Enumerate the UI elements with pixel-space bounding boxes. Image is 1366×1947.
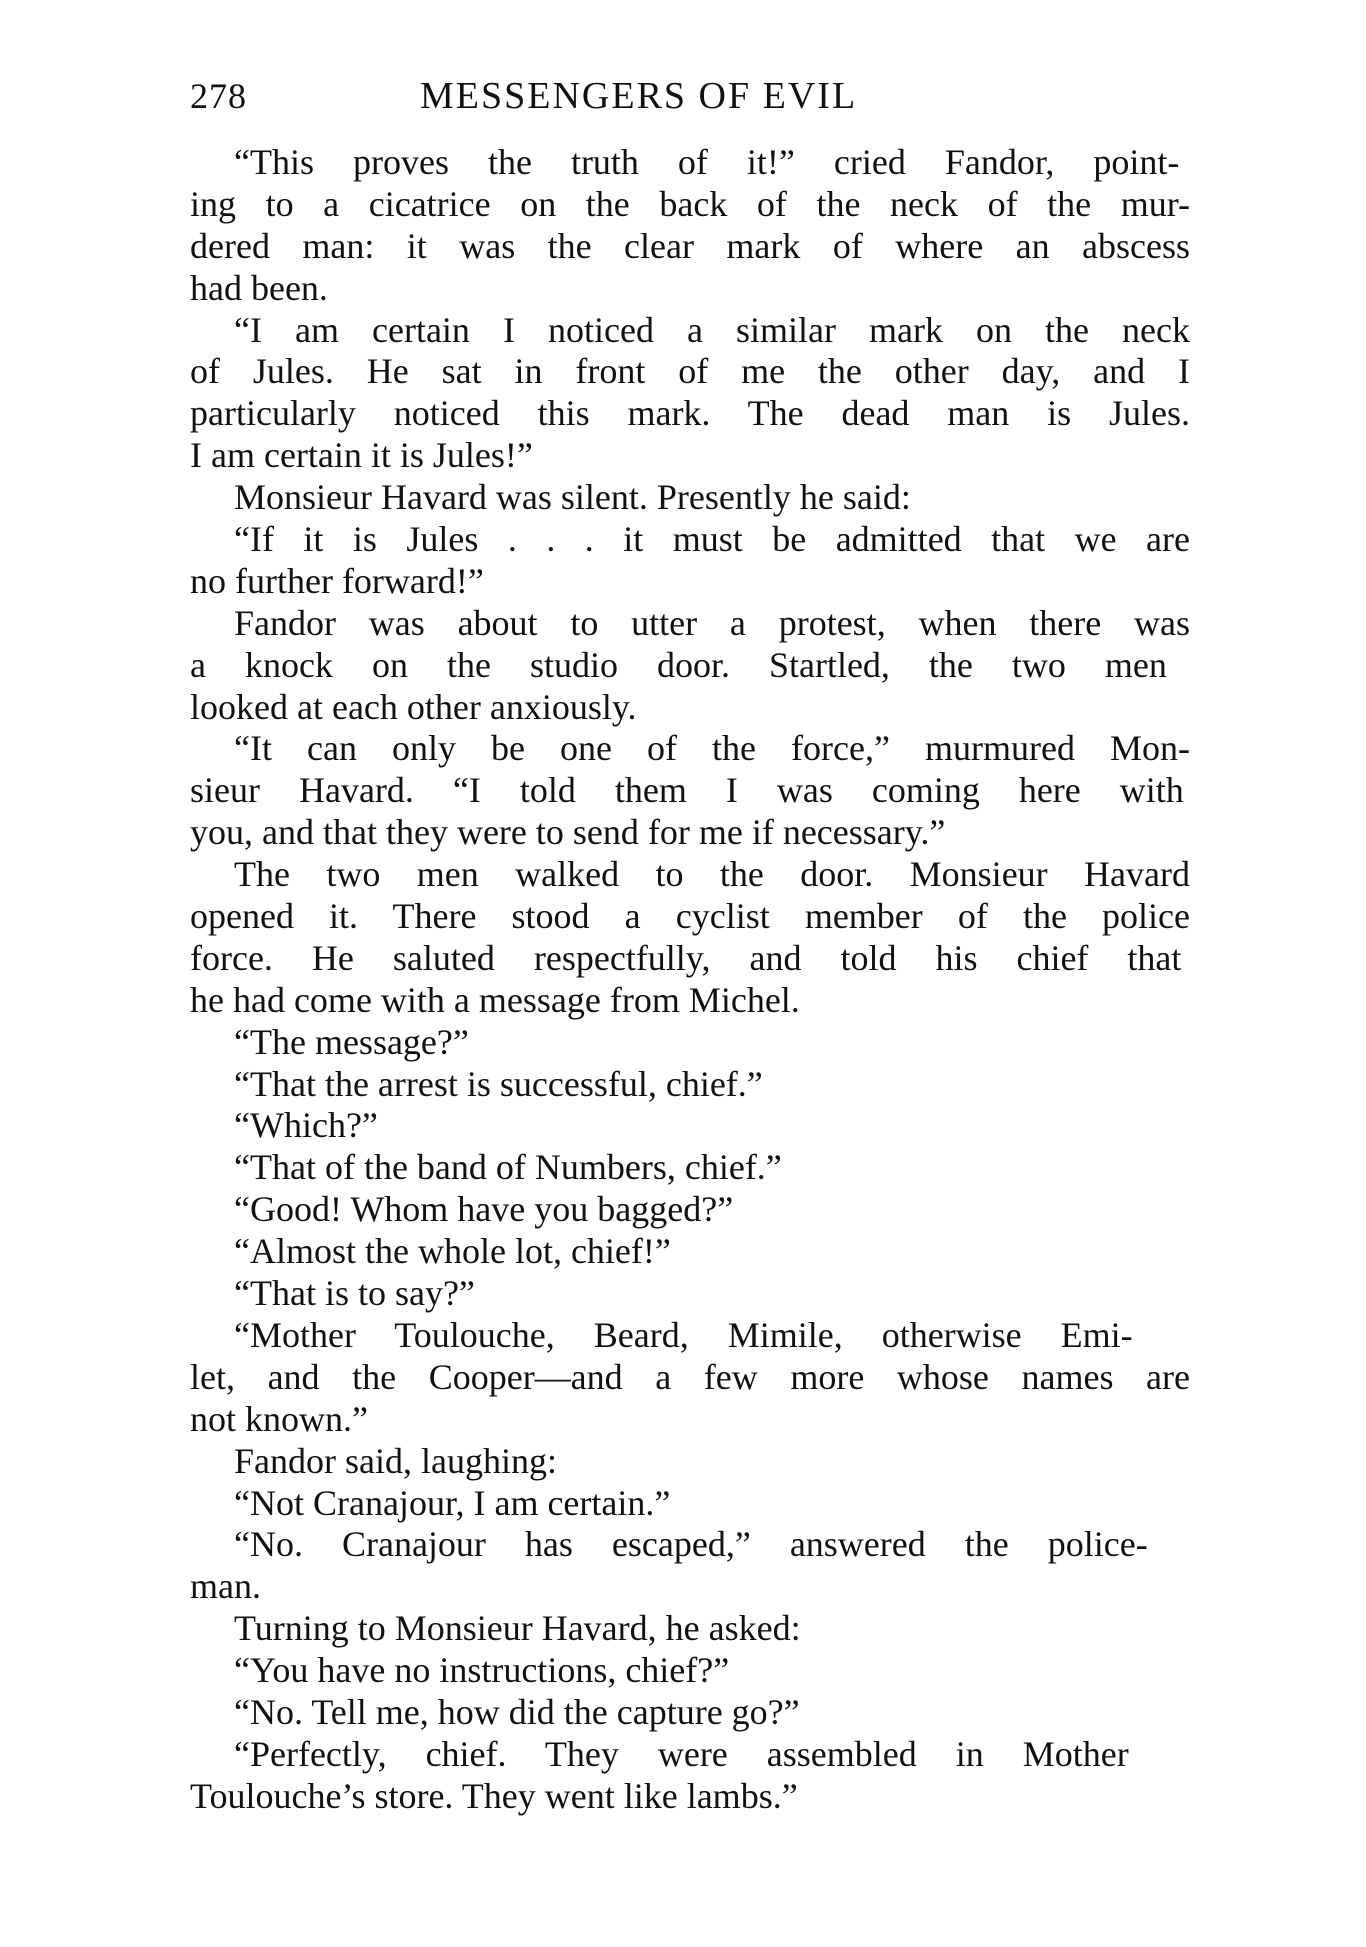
text-line: I am certain it is Jules!” bbox=[190, 435, 533, 476]
text-line: Fandor was about to utter a protest, when there was bbox=[234, 602, 1190, 643]
text-line: sieur Havard. “I told them I was coming here with bbox=[190, 770, 1184, 811]
text-line: let, and the Cooper—and a few more whose names are bbox=[190, 1356, 1190, 1397]
text-line: no further forward!” bbox=[190, 560, 484, 601]
text-line: “You have no instructions, chief?” bbox=[234, 1650, 730, 1691]
text-line: “Good! Whom have you bagged?” bbox=[234, 1189, 734, 1230]
text-line: “Mother Toulouche, Beard, Mimile, otherwise Emi- bbox=[234, 1314, 1133, 1355]
text-line: “Which?” bbox=[234, 1105, 378, 1146]
text-line: “Almost the whole lot, chief!” bbox=[234, 1231, 671, 1272]
text-line: opened it. There stood a cyclist member of the police bbox=[190, 896, 1190, 937]
text-line: “I am certain I noticed a similar mark on the neck bbox=[234, 309, 1190, 350]
text-line: “Perfectly, chief. They were assembled in Mother bbox=[234, 1733, 1129, 1774]
text-line: The two men walked to the door. Monsieur Havard bbox=[234, 854, 1190, 895]
text-line: a knock on the studio door. Startled, the two men bbox=[190, 644, 1167, 685]
body-text bbox=[190, 142, 1190, 1818]
text-line: man. bbox=[190, 1566, 261, 1607]
text-line: Fandor said, laughing: bbox=[234, 1440, 557, 1481]
text-line: “It can only be one of the force,” murmured Mon- bbox=[234, 728, 1190, 769]
text-line: he had come with a message from Michel. bbox=[190, 979, 800, 1020]
text-line: “That is to say?” bbox=[234, 1273, 475, 1314]
text-line: ing to a cicatrice on the back of the neck of the mur- bbox=[190, 183, 1190, 224]
text-line: “The message?” bbox=[234, 1021, 469, 1062]
text-line: particularly noticed this mark. The dead man is Jules. bbox=[190, 393, 1190, 434]
text-line: “If it is Jules . . . it must be admitted that we are bbox=[234, 519, 1190, 560]
text-line: Turning to Monsieur Havard, he asked: bbox=[234, 1608, 801, 1649]
text-line: of Jules. He sat in front of me the other day, and I bbox=[190, 351, 1190, 392]
text-line: “This proves the truth of it!” cried Fandor, point- bbox=[234, 142, 1180, 182]
text-line: dered man: it was the clear mark of where an abscess bbox=[190, 225, 1190, 266]
text-line: force. He saluted respectfully, and told his chief that bbox=[190, 937, 1182, 978]
text-line: “No. Cranajour has escaped,” answered the police- bbox=[234, 1524, 1148, 1565]
page-header bbox=[190, 66, 1190, 126]
text-line: looked at each other anxiously. bbox=[190, 686, 637, 727]
text-line: not known.” bbox=[190, 1398, 368, 1439]
running-title: MESSENGERS OF EVIL bbox=[420, 75, 858, 117]
text-line: you, and that they were to send for me if necessary.” bbox=[190, 812, 946, 853]
text-line: “No. Tell me, how did the capture go?” bbox=[234, 1691, 800, 1732]
text-line: “That the arrest is successful, chief.” bbox=[234, 1063, 763, 1104]
text-line: “That of the band of Numbers, chief.” bbox=[234, 1147, 782, 1188]
text-line: had been. bbox=[190, 267, 328, 308]
text-line: Toulouche’s store. They went like lambs.” bbox=[190, 1775, 798, 1816]
text-line: “Not Cranajour, I am certain.” bbox=[234, 1482, 671, 1523]
page-number: 278 bbox=[190, 76, 247, 116]
text-line: Monsieur Havard was silent. Presently he said: bbox=[234, 477, 911, 518]
